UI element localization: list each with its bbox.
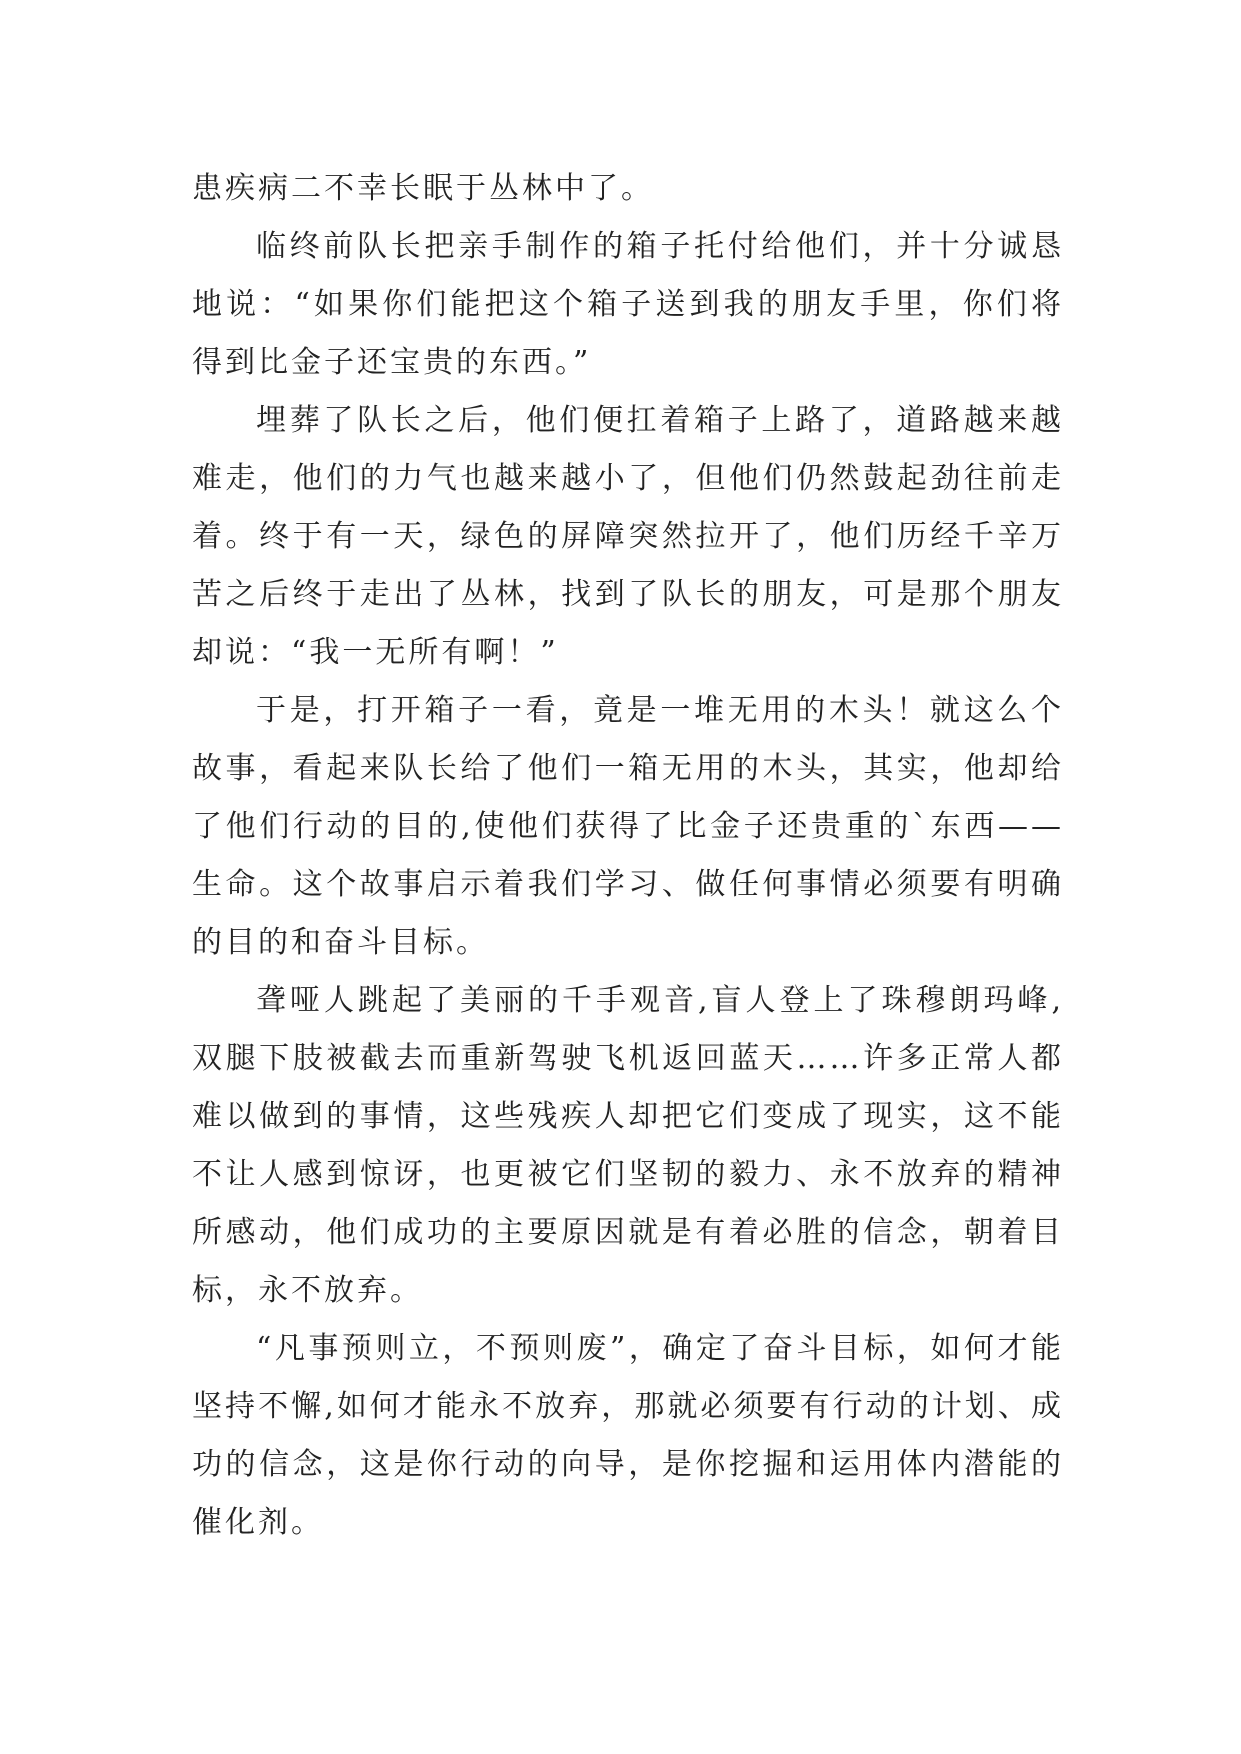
paragraph-3: 埋葬了队长之后，他们便扛着箱子上路了，道路越来越难走，他们的力气也越来越小了，但他们仍然鼓起劲往前走着。终于有一天，绿色的屏障突然拉开了，他们历经千辛万苦之后终于走出了丛林，找到了队长的朋友，可是那个朋友却说：“我一无所有啊！” [192, 403, 1064, 670]
paragraph-6: “凡事预则立，不预则废”，确定了奋斗目标，如何才能坚持不懈,如何才能永不放弃，那就必须要有行动的计划、成功的信念，这是你行动的向导，是你挖掘和运用体内潜能的催化剂。 [192, 1331, 1064, 1540]
paragraph-1: 患疾病二不幸长眠于丛林中了。 [192, 171, 654, 206]
paragraph-4: 于是，打开箱子一看，竟是一堆无用的木头！就这么个故事，看起来队长给了他们一箱无用的木头，其实，他却给了他们行动的目的,使他们获得了比金子还贵重的`东西——生命。这个故事启示着我们学习、做任何事情必须要有明确的目的和奋斗目标。 [192, 693, 1064, 960]
article-body [192, 160, 1064, 1552]
paragraph-2: 临终前队长把亲手制作的箱子托付给他们，并十分诚恳地说：“如果你们能把这个箱子送到我的朋友手里，你们将得到比金子还宝贵的东西。” [192, 229, 1064, 380]
paragraph-5: 聋哑人跳起了美丽的千手观音,盲人登上了珠穆朗玛峰,双腿下肢被截去而重新驾驶飞机返回蓝天……许多正常人都难以做到的事情，这些残疾人却把它们变成了现实，这不能不让人感到惊讶，也更被它们坚韧的毅力、永不放弃的精神所感动，他们成功的主要原因就是有着必胜的信念，朝着目标，永不放弃。 [192, 983, 1064, 1308]
